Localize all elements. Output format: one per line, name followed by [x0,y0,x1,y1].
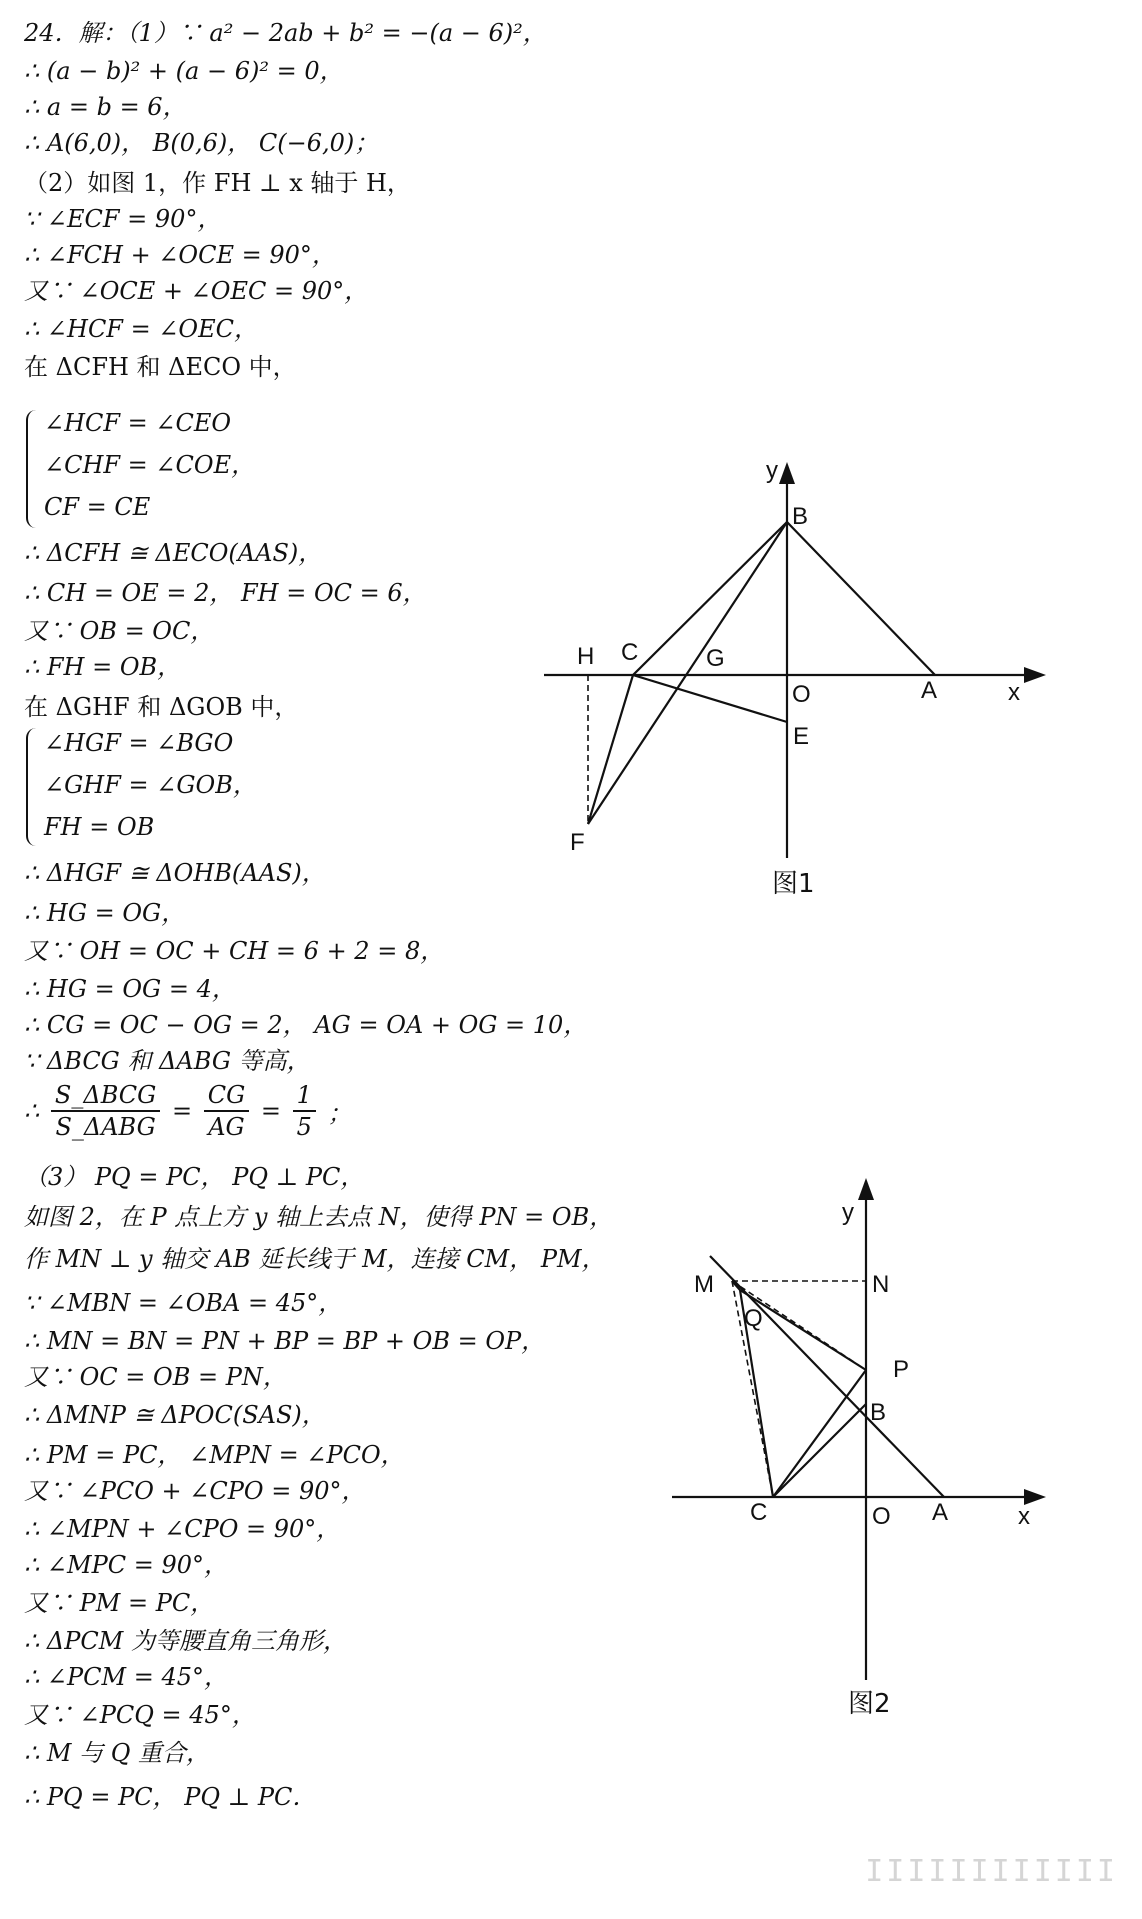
line-14: ∴ ΔCFH ≅ ΔECO(AAS)， [24,539,323,567]
line-17: ∴ FH = OB， [24,653,182,681]
fig2-caption: 图2 [848,1689,891,1719]
fig1-label-O: O [792,681,811,708]
fig2-label-B: B [870,1399,887,1426]
area-ratio-fraction: ∴ $\frac{\text{S\_ΔBCG}}{\text{S\_ΔABG}}$ = $\frac{CG}{AG}$ = $\frac{1}{5}$ ； [24,1081,352,1141]
fig1-label-A: A [921,677,938,704]
fig1-label-F: F [570,829,585,856]
line-35: ∴ ΔMNP ≅ ΔPOC(SAS)， [24,1401,326,1429]
line-7: ∴ ∠FCH + ∠OCE = 90°， [24,241,336,269]
line-2: ∴ (a − b)² + (a − 6)² = 0， [24,57,344,85]
fig2-label-M: M [694,1271,714,1298]
fraction-right-den: 5 [296,1113,312,1141]
line-16: 又∵ OB = OC， [24,617,215,645]
fig1-label-y: y [766,457,778,484]
fig1-label-G: G [706,645,725,672]
fig2-label-C: C [750,1499,768,1526]
fig1-segment-BF [588,522,787,824]
line-15: ∴ CH = OE = 2， FH = OC = 6， [24,579,427,607]
line-30: 如图 2，在 P 点上方 y 轴上去点 N，使得 PN = OB， [24,1203,614,1231]
fig1-y-arrow [779,462,795,484]
line-45: ∴ PQ = PC， PQ ⊥ PC． [24,1783,317,1811]
line-26: ∴ CG = OC − OG = 2， AG = OA + OG = 10， [24,1011,588,1039]
system1-line-3: CF = CE [44,493,151,521]
line-27: ∵ ΔBCG 和 ΔABG 等高， [24,1047,311,1075]
line-22: ∴ ΔHGF ≅ ΔOHB(AAS)， [24,859,326,887]
line-29: （3） PQ = PC， PQ ⊥ PC， [24,1163,365,1191]
line-18: 在 ΔGHF 和 ΔGOB 中， [24,693,299,721]
line-8: 又∵ ∠OCE + ∠OEC = 90°， [24,277,369,305]
fraction-suffix: ； [327,1099,352,1128]
line-44: ∴ M 与 Q 重合， [24,1739,211,1767]
line-4: ∴ A(6,0)， B(0,6)， C(−6,0)； [24,129,379,157]
fig2-label-y: y [842,1199,854,1226]
fig2-segment-CB [773,1404,866,1497]
brace-2 [26,728,38,846]
fig1-label-B: B [792,503,809,530]
fraction-left-den: S_ΔABG [55,1113,156,1141]
fraction-right-num: 1 [293,1080,316,1112]
system2-line-1: ∠HGF = ∠BGO [44,729,234,757]
line-31: 作 MN ⊥ y 轴交 AB 延长线于 M，连接 CM， PM， [24,1245,606,1273]
fraction-mid-num: CG [204,1080,250,1112]
fig1-caption: 图1 [772,869,815,899]
fig2-label-N: N [872,1271,890,1298]
figure-1 [530,455,1070,910]
line-23: ∴ HG = OG， [24,899,186,927]
fig1-segment-CF [588,675,633,824]
fig1-label-E: E [793,723,810,750]
figure-2 [660,1160,1060,1730]
line-40: 又∵ PM = PC， [24,1589,215,1617]
line-5: （2）如图 1，作 FH ⊥ x 轴于 H， [24,169,411,197]
watermark: IIIIIIIIIIII [865,1854,1118,1889]
fig1-label-x: x [1008,679,1020,706]
system2-line-3: FH = OB [44,813,155,841]
line-39: ∴ ∠MPC = 90°， [24,1551,228,1579]
fig2-label-x: x [1018,1503,1030,1530]
line-41: ∴ ΔPCM 为等腰直角三角形， [24,1627,347,1655]
fig2-label-Q: Q [744,1305,763,1332]
brace-1 [26,410,38,528]
fig2-segment-CP [773,1370,866,1497]
line-6: ∵ ∠ECF = 90°， [24,205,222,233]
line-32: ∵ ∠MBN = ∠OBA = 45°， [24,1289,343,1317]
line-34: 又∵ OC = OB = PN， [24,1363,287,1391]
fig1-segment-BA [787,522,935,675]
line-1: 24．解：（1）∵ a² − 2ab + b² = −(a − 6)²， [24,19,547,47]
line-9: ∴ ∠HCF = ∠OEC， [24,315,258,343]
line-24: 又∵ OH = OC + CH = 6 + 2 = 8， [24,937,445,965]
system2-line-2: ∠GHF = ∠GOB， [44,771,257,799]
fig1-label-C: C [621,639,639,666]
system1-line-1: ∠HCF = ∠CEO [44,409,232,437]
line-25: ∴ HG = OG = 4， [24,975,236,1003]
fig1-segment-CE [633,675,787,722]
fig1-label-H: H [577,643,595,670]
fraction-left-num: S_ΔBCG [51,1080,160,1112]
fig1-x-arrow [1024,667,1046,683]
line-38: ∴ ∠MPN + ∠CPO = 90°， [24,1515,341,1543]
fig2-label-P: P [893,1356,910,1383]
fig2-label-O: O [872,1503,891,1530]
fig2-y-arrow [858,1178,874,1200]
system1-line-2: ∠CHF = ∠COE， [44,451,256,479]
line-10: 在 ΔCFH 和 ΔECO 中， [24,353,297,381]
line-42: ∴ ∠PCM = 45°， [24,1663,228,1691]
fig2-label-A: A [932,1499,949,1526]
fraction-mid-den: AG [208,1113,245,1141]
line-36: ∴ PM = PC， ∠MPN = ∠PCO， [24,1441,405,1469]
line-3: ∴ a = b = 6， [24,93,187,121]
line-43: 又∵ ∠PCQ = 45°， [24,1701,256,1729]
line-37: 又∵ ∠PCO + ∠CPO = 90°， [24,1477,366,1505]
fraction-prefix: ∴ [24,1097,40,1125]
line-33: ∴ MN = BN = PN + BP = BP + OB = OP， [24,1327,546,1355]
